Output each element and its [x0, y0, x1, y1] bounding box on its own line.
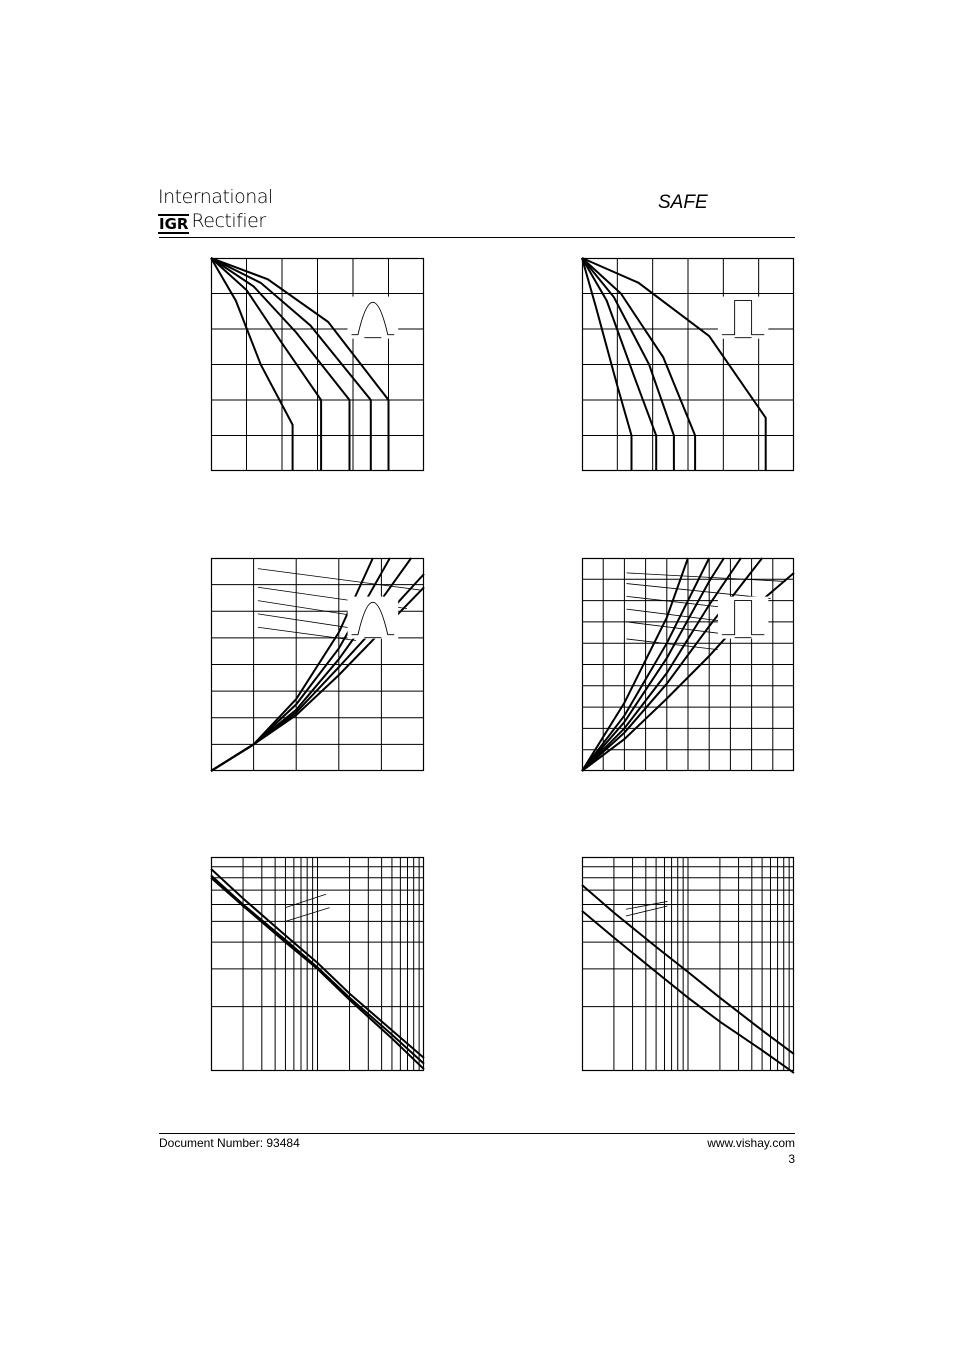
company-logo: [158, 186, 278, 234]
document-title: SAFE: [658, 192, 708, 213]
website-link[interactable]: www.vishay.com: [707, 1136, 795, 1150]
figure-2-chart: [582, 258, 794, 471]
leader-line-2: [627, 584, 771, 599]
figure-3-chart: [211, 558, 424, 771]
logo-mark-icon: IGR: [159, 215, 189, 233]
logo-brand-line2-row: [158, 210, 266, 232]
leader-line-1: [285, 894, 325, 907]
logo-brand-line1: International: [158, 186, 273, 208]
footer-divider: [159, 1133, 795, 1134]
figure-6-chart: [582, 857, 794, 1071]
logo-brand-line2: Rectifier: [191, 210, 266, 232]
figure-5-chart: [211, 857, 424, 1071]
figure-1-chart: [211, 258, 424, 471]
header-divider: [159, 237, 795, 238]
inset-background: [718, 597, 768, 639]
leader-line-1: [627, 573, 786, 582]
inset-background: [718, 297, 768, 339]
page-number: 3: [788, 1152, 795, 1166]
leader-line-5: [627, 622, 731, 635]
inset-background: [348, 597, 399, 639]
inset-background: [348, 297, 399, 339]
figure-4-chart: [582, 558, 794, 771]
document-number: Document Number: 93484: [159, 1136, 300, 1150]
